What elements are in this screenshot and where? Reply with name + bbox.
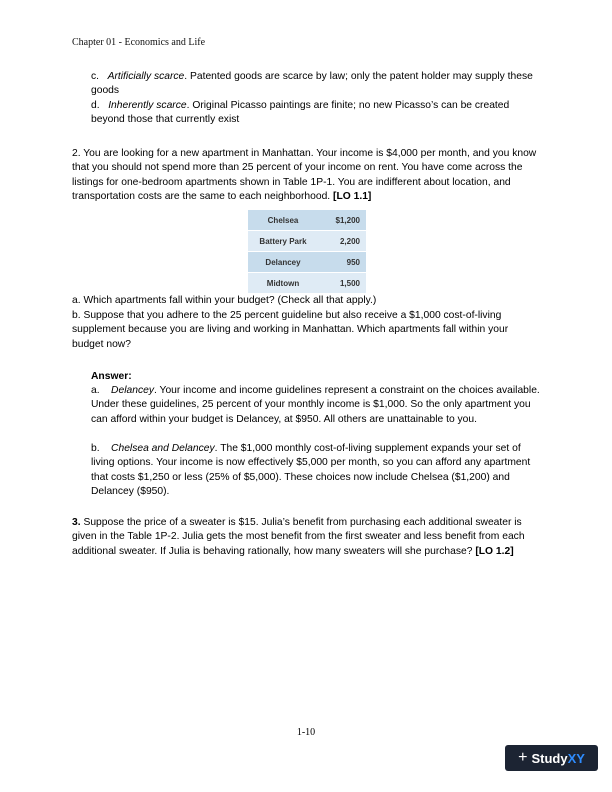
table-row	[248, 210, 366, 231]
question-2	[72, 147, 542, 205]
answer-b-text: . The $1,000 monthly cost-of-living supplement expands your set of living options. Your income is now effectively $5,000 per month, so you can afford any apartment that costs $1,250 or less (25% of $5,000). These choices now include Chelsea ($1,200) and Delancey ($950).	[91, 443, 531, 498]
table-row	[248, 273, 366, 294]
item-c-term: Artificially scarce	[107, 71, 185, 82]
apartment-price: 2,200	[318, 231, 366, 252]
apartment-listings-table	[248, 210, 366, 294]
logo-text-main: Study	[531, 750, 568, 766]
answer-heading	[91, 370, 541, 384]
studyxy-logo	[505, 745, 598, 771]
apartment-name: Midtown	[248, 273, 318, 294]
question-3-text: Suppose the price of a sweater is $15. Julia’s benefit from purchasing each additional sweater is given in the Table 1P-2. Julia gets the most benefit from the first sweater and less benefit from each additional sweater. If Julia is behaving rationally, how many sweaters will she purchase?	[72, 517, 525, 557]
logo-text-accent: XY	[567, 750, 585, 766]
answer-b-label: b.	[91, 443, 100, 454]
item-d	[91, 99, 541, 128]
logo-text	[531, 751, 584, 766]
answer-heading-text: Answer:	[91, 371, 132, 382]
question-3-lo: [LO 1.2]	[475, 545, 514, 557]
chapter-header: Chapter 01 - Economics and Life	[72, 37, 206, 48]
item-c	[91, 70, 541, 99]
question-2-part-b: b. Suppose that you adhere to the 25 percent guideline but also receive a $1,000 cost-of-living supplement because you are living and working in Manhattan. Which apartments fall within your budget now?	[72, 310, 509, 350]
question-3	[72, 516, 542, 559]
answer-a-term: Delancey	[111, 385, 154, 396]
table-row	[248, 252, 366, 273]
item-d-term: Inherently scarce	[108, 100, 187, 111]
apartment-price: 1,500	[318, 273, 366, 294]
table-row	[248, 231, 366, 252]
item-d-label: d.	[91, 100, 100, 111]
question-2-part-a: a. Which apartments fall within your budget? (Check all that apply.)	[72, 295, 377, 306]
plus-icon: +	[518, 749, 528, 766]
answer-a-label: a.	[91, 385, 100, 396]
item-c-label: c.	[91, 71, 100, 82]
answer-a-text: . Your income and income guidelines represent a constraint on the choices available. Under these guidelines, 25 percent of your monthly income is $1,000. So the only apartment you can afford within your budget is Delancey, at $950. All others are unattainable to you.	[91, 385, 540, 425]
item-c-text: . Patented goods are scarce by law; only the patent holder may supply these goods	[91, 71, 533, 97]
page-number: 1-10	[296, 727, 316, 738]
apartment-price: 950	[318, 252, 366, 273]
answer-b	[91, 442, 541, 500]
apartment-price: $1,200	[318, 210, 366, 231]
apartment-name: Battery Park	[248, 231, 318, 252]
question-3-number: 3.	[72, 517, 81, 528]
question-2-lo: [LO 1.1]	[333, 191, 372, 203]
question-2-text: 2. You are looking for a new apartment in Manhattan. Your income is $4,000 per month, and you know that you should not spend more than 25 percent of your income on rent. You have come across the listings for one-bedroom apartments shown in Table 1P-1. You are indifferent about location, and transportation costs are the same to each neighborhood.	[72, 148, 537, 203]
apartment-name: Delancey	[248, 252, 318, 273]
item-d-text: . Original Picasso paintings are finite; no new Picasso’s can be created beyond those that currently exist	[91, 100, 510, 126]
answer-b-term: Chelsea and Delancey	[111, 443, 215, 454]
apartment-name: Chelsea	[248, 210, 318, 231]
answer-a	[91, 384, 541, 427]
